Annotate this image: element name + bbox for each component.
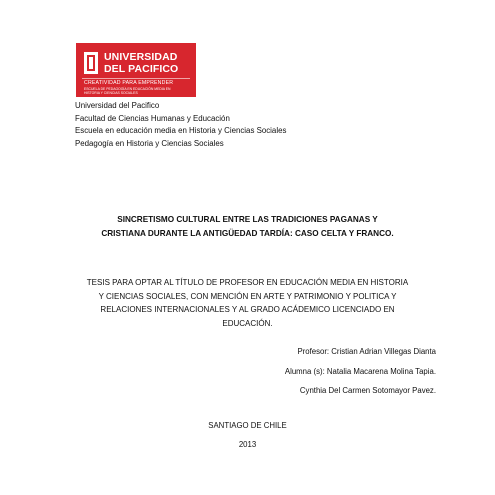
institution-block — [75, 100, 286, 150]
logo-faculty-text — [84, 87, 170, 95]
thesis-statement — [62, 276, 433, 330]
logo-name-line1: UNIVERSIDAD — [104, 51, 178, 63]
year: 2013 — [238, 440, 257, 449]
logo-faculty-line1: ESCUELA DE PEDAGOGÍA EN EDUCACIÓN MEDIA EN — [84, 87, 171, 91]
thesis-title-line2: CRISTIANA DURANTE LA ANTIGÜEDAD TARDÍA: CASO CELTA Y FRANCO. — [101, 229, 394, 238]
institution-program: Pedagogía en Historia y Ciencias Sociales — [75, 138, 224, 148]
university-emblem-icon — [84, 52, 98, 74]
student-line-1: Alumna (s): Natalia Macarena Molina Tapia. — [284, 367, 436, 376]
thesis-statement-line3: RELACIONES INTERNACIONALES Y AL GRADO ACÁDEMICO LICENCIADO EN — [100, 305, 395, 315]
city: SANTIAGO DE CHILE — [208, 421, 287, 430]
university-logo — [76, 43, 196, 97]
thesis-statement-line2: Y CIENCIAS SOCIALES, CON MENCIÓN EN ARTE Y PATRIMONIO Y POLITICA Y — [98, 291, 397, 301]
logo-divider — [82, 78, 190, 79]
institution-university: Universidad del Pacifico — [75, 101, 160, 110]
professor-line: Profesor: Cristian Adrian Villegas Dianta — [297, 347, 436, 356]
thesis-title-line1: SINCRETISMO CULTURAL ENTRE LAS TRADICIONES PAGANAS Y — [117, 215, 378, 224]
logo-name-line2: DEL PACIFICO — [104, 63, 179, 75]
student-line-2: Cynthia Del Carmen Sotomayor Pavez. — [299, 386, 436, 395]
logo-faculty-line2: HISTORIA Y CIENCIAS SOCIALES — [84, 91, 138, 95]
thesis-title — [60, 213, 435, 241]
thesis-statement-line1: TESIS PARA OPTAR AL TÍTULO DE PROFESOR EN EDUCACIÓN MEDIA EN HISTORIA — [86, 278, 409, 287]
institution-school: Escuela en educación media en Historia y Ciencias Sociales — [75, 126, 287, 136]
logo-tagline: CREATIVIDAD PARA EMPRENDER — [84, 80, 174, 86]
thesis-statement-line4: EDUCACIÓN. — [222, 318, 273, 328]
institution-faculty: Facultad de Ciencias Humanas y Educación — [75, 113, 230, 123]
